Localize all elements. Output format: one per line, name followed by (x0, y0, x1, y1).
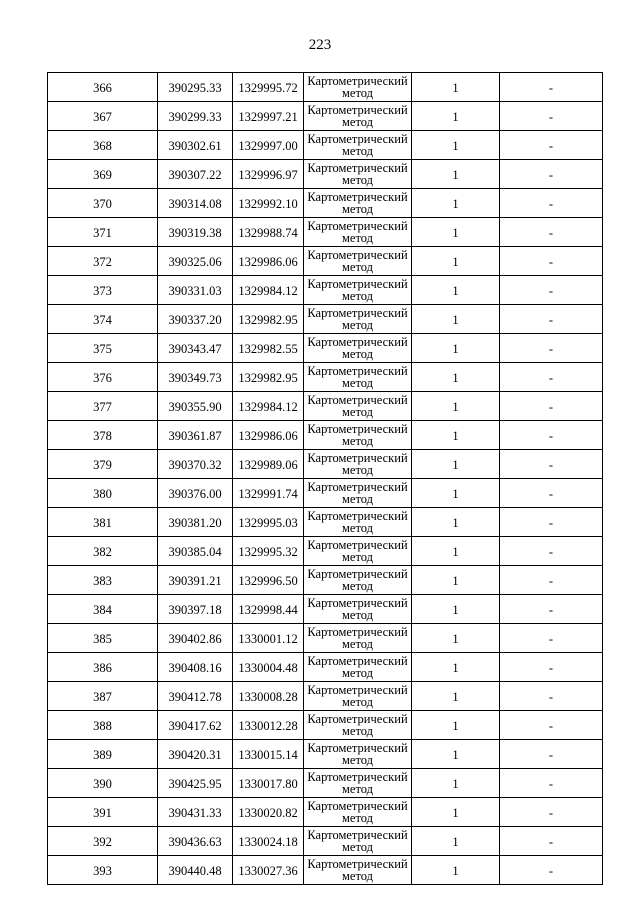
point-number-cell: 368 (48, 131, 158, 160)
x-coordinate-cell: 390397.18 (158, 595, 233, 624)
method-cell (304, 276, 412, 305)
method-cell (304, 450, 412, 479)
table-row (48, 450, 603, 479)
note-cell: - (500, 856, 603, 885)
method-line-1: Картометрический (307, 712, 408, 726)
note-cell: - (500, 508, 603, 537)
note-cell: - (500, 566, 603, 595)
note-cell: - (500, 711, 603, 740)
table-row (48, 682, 603, 711)
note-cell: - (500, 595, 603, 624)
x-coordinate-cell: 390391.21 (158, 566, 233, 595)
point-number-cell: 388 (48, 711, 158, 740)
accuracy-cell: 1 (412, 798, 500, 827)
method-text (304, 248, 411, 274)
table-row (48, 856, 603, 885)
table-row (48, 798, 603, 827)
y-coordinate-cell: 1330008.28 (233, 682, 304, 711)
accuracy-cell: 1 (412, 537, 500, 566)
method-text (304, 277, 411, 303)
point-number-cell: 387 (48, 682, 158, 711)
x-coordinate-cell: 390299.33 (158, 102, 233, 131)
method-line-1: Картометрический (307, 654, 408, 668)
point-number-cell: 367 (48, 102, 158, 131)
accuracy-cell: 1 (412, 740, 500, 769)
method-text (304, 364, 411, 390)
method-line-2: метод (341, 666, 373, 680)
method-line-1: Картометрический (307, 567, 408, 581)
note-cell: - (500, 334, 603, 363)
accuracy-cell: 1 (412, 508, 500, 537)
method-text (304, 741, 411, 767)
method-line-2: метод (341, 724, 373, 738)
accuracy-cell: 1 (412, 769, 500, 798)
table-row (48, 537, 603, 566)
point-number-cell: 374 (48, 305, 158, 334)
method-line-1: Картометрический (307, 161, 408, 175)
y-coordinate-cell: 1329992.10 (233, 189, 304, 218)
note-cell: - (500, 479, 603, 508)
x-coordinate-cell: 390343.47 (158, 334, 233, 363)
method-text (304, 219, 411, 245)
method-line-2: метод (341, 840, 373, 854)
method-line-2: метод (341, 492, 373, 506)
note-cell: - (500, 218, 603, 247)
method-line-2: метод (341, 869, 373, 883)
method-line-1: Картометрический (307, 538, 408, 552)
accuracy-cell: 1 (412, 160, 500, 189)
y-coordinate-cell: 1330004.48 (233, 653, 304, 682)
y-coordinate-cell: 1330027.36 (233, 856, 304, 885)
method-line-1: Картометрический (307, 103, 408, 117)
method-line-2: метод (341, 318, 373, 332)
table-row (48, 595, 603, 624)
method-line-1: Картометрический (307, 132, 408, 146)
table-row (48, 508, 603, 537)
accuracy-cell: 1 (412, 653, 500, 682)
method-text (304, 306, 411, 332)
table-row (48, 102, 603, 131)
note-cell: - (500, 769, 603, 798)
method-line-1: Картометрический (307, 393, 408, 407)
table-row (48, 189, 603, 218)
method-line-1: Картометрический (307, 770, 408, 784)
accuracy-cell: 1 (412, 189, 500, 218)
method-cell (304, 827, 412, 856)
accuracy-cell: 1 (412, 856, 500, 885)
table-row (48, 653, 603, 682)
method-line-2: метод (341, 434, 373, 448)
method-line-1: Картометрический (307, 799, 408, 813)
table-row (48, 392, 603, 421)
y-coordinate-cell: 1329982.55 (233, 334, 304, 363)
x-coordinate-cell: 390412.78 (158, 682, 233, 711)
method-cell (304, 682, 412, 711)
method-cell (304, 131, 412, 160)
method-cell (304, 479, 412, 508)
y-coordinate-cell: 1330020.82 (233, 798, 304, 827)
x-coordinate-cell: 390319.38 (158, 218, 233, 247)
method-line-2: метод (341, 782, 373, 796)
accuracy-cell: 1 (412, 305, 500, 334)
note-cell: - (500, 131, 603, 160)
method-line-2: метод (341, 695, 373, 709)
x-coordinate-cell: 390420.31 (158, 740, 233, 769)
method-cell (304, 305, 412, 334)
method-line-1: Картометрический (307, 74, 408, 88)
method-text (304, 335, 411, 361)
method-line-1: Картометрический (307, 509, 408, 523)
table-row (48, 740, 603, 769)
point-number-cell: 378 (48, 421, 158, 450)
method-line-2: метод (341, 289, 373, 303)
accuracy-cell: 1 (412, 218, 500, 247)
method-line-2: метод (341, 231, 373, 245)
method-text (304, 451, 411, 477)
accuracy-cell: 1 (412, 711, 500, 740)
x-coordinate-cell: 390436.63 (158, 827, 233, 856)
x-coordinate-cell: 390337.20 (158, 305, 233, 334)
method-line-1: Картометрический (307, 422, 408, 436)
method-text (304, 799, 411, 825)
point-number-cell: 386 (48, 653, 158, 682)
point-number-cell: 373 (48, 276, 158, 305)
y-coordinate-cell: 1329996.50 (233, 566, 304, 595)
coordinates-table (47, 72, 603, 885)
x-coordinate-cell: 390355.90 (158, 392, 233, 421)
method-line-1: Картометрический (307, 364, 408, 378)
x-coordinate-cell: 390331.03 (158, 276, 233, 305)
table-row (48, 624, 603, 653)
method-line-1: Картометрический (307, 683, 408, 697)
accuracy-cell: 1 (412, 73, 500, 102)
x-coordinate-cell: 390431.33 (158, 798, 233, 827)
method-line-1: Картометрический (307, 451, 408, 465)
y-coordinate-cell: 1330024.18 (233, 827, 304, 856)
method-line-2: метод (341, 637, 373, 651)
accuracy-cell: 1 (412, 827, 500, 856)
method-cell (304, 595, 412, 624)
x-coordinate-cell: 390440.48 (158, 856, 233, 885)
method-line-2: метод (341, 608, 373, 622)
table-row (48, 363, 603, 392)
point-number-cell: 384 (48, 595, 158, 624)
x-coordinate-cell: 390417.62 (158, 711, 233, 740)
point-number-cell: 383 (48, 566, 158, 595)
method-text (304, 712, 411, 738)
accuracy-cell: 1 (412, 479, 500, 508)
y-coordinate-cell: 1329986.06 (233, 247, 304, 276)
note-cell: - (500, 392, 603, 421)
method-cell (304, 73, 412, 102)
x-coordinate-cell: 390302.61 (158, 131, 233, 160)
accuracy-cell: 1 (412, 595, 500, 624)
table-row (48, 160, 603, 189)
method-cell (304, 247, 412, 276)
method-text (304, 654, 411, 680)
note-cell: - (500, 653, 603, 682)
method-text (304, 857, 411, 883)
method-cell (304, 218, 412, 247)
y-coordinate-cell: 1329984.12 (233, 392, 304, 421)
method-text (304, 538, 411, 564)
method-cell (304, 421, 412, 450)
accuracy-cell: 1 (412, 247, 500, 276)
method-line-1: Картометрический (307, 219, 408, 233)
method-line-2: метод (341, 753, 373, 767)
y-coordinate-cell: 1330017.80 (233, 769, 304, 798)
y-coordinate-cell: 1329995.72 (233, 73, 304, 102)
method-text (304, 770, 411, 796)
y-coordinate-cell: 1330012.28 (233, 711, 304, 740)
method-text (304, 190, 411, 216)
note-cell: - (500, 624, 603, 653)
accuracy-cell: 1 (412, 450, 500, 479)
note-cell: - (500, 450, 603, 479)
x-coordinate-cell: 390425.95 (158, 769, 233, 798)
method-text (304, 161, 411, 187)
note-cell: - (500, 421, 603, 450)
point-number-cell: 391 (48, 798, 158, 827)
note-cell: - (500, 798, 603, 827)
table-row (48, 769, 603, 798)
method-cell (304, 624, 412, 653)
method-cell (304, 711, 412, 740)
method-cell (304, 160, 412, 189)
method-cell (304, 769, 412, 798)
method-text (304, 393, 411, 419)
x-coordinate-cell: 390408.16 (158, 653, 233, 682)
point-number-cell: 385 (48, 624, 158, 653)
method-text (304, 596, 411, 622)
method-line-1: Картометрический (307, 190, 408, 204)
note-cell: - (500, 363, 603, 392)
table-row (48, 827, 603, 856)
x-coordinate-cell: 390349.73 (158, 363, 233, 392)
x-coordinate-cell: 390376.00 (158, 479, 233, 508)
method-cell (304, 566, 412, 595)
method-cell (304, 537, 412, 566)
method-text (304, 74, 411, 100)
method-line-1: Картометрический (307, 596, 408, 610)
point-number-cell: 392 (48, 827, 158, 856)
accuracy-cell: 1 (412, 131, 500, 160)
method-cell (304, 740, 412, 769)
method-cell (304, 653, 412, 682)
point-number-cell: 379 (48, 450, 158, 479)
method-text (304, 422, 411, 448)
y-coordinate-cell: 1329996.97 (233, 160, 304, 189)
method-cell (304, 798, 412, 827)
x-coordinate-cell: 390381.20 (158, 508, 233, 537)
method-line-2: метод (341, 144, 373, 158)
note-cell: - (500, 189, 603, 218)
table-row (48, 131, 603, 160)
y-coordinate-cell: 1329998.44 (233, 595, 304, 624)
x-coordinate-cell: 390295.33 (158, 73, 233, 102)
y-coordinate-cell: 1329982.95 (233, 305, 304, 334)
point-number-cell: 382 (48, 537, 158, 566)
note-cell: - (500, 537, 603, 566)
method-line-2: метод (341, 811, 373, 825)
x-coordinate-cell: 390361.87 (158, 421, 233, 450)
y-coordinate-cell: 1329991.74 (233, 479, 304, 508)
method-text (304, 828, 411, 854)
note-cell: - (500, 740, 603, 769)
table-body (48, 73, 603, 885)
method-line-2: метод (341, 463, 373, 477)
accuracy-cell: 1 (412, 566, 500, 595)
point-number-cell: 390 (48, 769, 158, 798)
x-coordinate-cell: 390325.06 (158, 247, 233, 276)
y-coordinate-cell: 1330015.14 (233, 740, 304, 769)
method-text (304, 625, 411, 651)
method-line-1: Картометрический (307, 248, 408, 262)
point-number-cell: 376 (48, 363, 158, 392)
x-coordinate-cell: 390370.32 (158, 450, 233, 479)
table-row (48, 334, 603, 363)
y-coordinate-cell: 1329995.03 (233, 508, 304, 537)
point-number-cell: 366 (48, 73, 158, 102)
note-cell: - (500, 682, 603, 711)
method-line-1: Картометрический (307, 335, 408, 349)
method-line-1: Картометрический (307, 857, 408, 871)
x-coordinate-cell: 390402.86 (158, 624, 233, 653)
method-line-2: метод (341, 405, 373, 419)
method-text (304, 480, 411, 506)
y-coordinate-cell: 1329988.74 (233, 218, 304, 247)
method-text (304, 509, 411, 535)
point-number-cell: 369 (48, 160, 158, 189)
table-row (48, 218, 603, 247)
point-number-cell: 393 (48, 856, 158, 885)
method-cell (304, 392, 412, 421)
method-line-1: Картометрический (307, 277, 408, 291)
accuracy-cell: 1 (412, 682, 500, 711)
point-number-cell: 372 (48, 247, 158, 276)
table-row (48, 566, 603, 595)
y-coordinate-cell: 1329995.32 (233, 537, 304, 566)
method-line-2: метод (341, 115, 373, 129)
accuracy-cell: 1 (412, 334, 500, 363)
note-cell: - (500, 827, 603, 856)
page-number: 223 (308, 37, 332, 53)
note-cell: - (500, 276, 603, 305)
accuracy-cell: 1 (412, 421, 500, 450)
method-cell (304, 508, 412, 537)
point-number-cell: 381 (48, 508, 158, 537)
method-line-1: Картометрический (307, 625, 408, 639)
point-number-cell: 375 (48, 334, 158, 363)
method-line-2: метод (341, 579, 373, 593)
point-number-cell: 371 (48, 218, 158, 247)
method-line-1: Картометрический (307, 828, 408, 842)
accuracy-cell: 1 (412, 392, 500, 421)
method-line-1: Картометрический (307, 480, 408, 494)
y-coordinate-cell: 1329997.21 (233, 102, 304, 131)
method-cell (304, 363, 412, 392)
y-coordinate-cell: 1329989.06 (233, 450, 304, 479)
method-cell (304, 856, 412, 885)
method-line-2: метод (341, 550, 373, 564)
point-number-cell: 370 (48, 189, 158, 218)
table-row (48, 73, 603, 102)
method-text (304, 132, 411, 158)
x-coordinate-cell: 390307.22 (158, 160, 233, 189)
y-coordinate-cell: 1329982.95 (233, 363, 304, 392)
table-row (48, 305, 603, 334)
accuracy-cell: 1 (412, 102, 500, 131)
method-line-2: метод (341, 376, 373, 390)
method-line-2: метод (341, 86, 373, 100)
note-cell: - (500, 160, 603, 189)
note-cell: - (500, 305, 603, 334)
x-coordinate-cell: 390385.04 (158, 537, 233, 566)
method-line-2: метод (341, 521, 373, 535)
method-line-2: метод (341, 260, 373, 274)
table-row (48, 276, 603, 305)
method-text (304, 683, 411, 709)
table-row (48, 421, 603, 450)
method-line-2: метод (341, 347, 373, 361)
y-coordinate-cell: 1329984.12 (233, 276, 304, 305)
method-line-1: Картометрический (307, 741, 408, 755)
point-number-cell: 377 (48, 392, 158, 421)
method-text (304, 567, 411, 593)
y-coordinate-cell: 1330001.12 (233, 624, 304, 653)
accuracy-cell: 1 (412, 276, 500, 305)
note-cell: - (500, 102, 603, 131)
accuracy-cell: 1 (412, 624, 500, 653)
note-cell: - (500, 247, 603, 276)
method-text (304, 103, 411, 129)
table-row (48, 479, 603, 508)
point-number-cell: 380 (48, 479, 158, 508)
method-line-1: Картометрический (307, 306, 408, 320)
table-row (48, 711, 603, 740)
table-row (48, 247, 603, 276)
y-coordinate-cell: 1329997.00 (233, 131, 304, 160)
method-cell (304, 189, 412, 218)
point-number-cell: 389 (48, 740, 158, 769)
x-coordinate-cell: 390314.08 (158, 189, 233, 218)
accuracy-cell: 1 (412, 363, 500, 392)
note-cell: - (500, 73, 603, 102)
y-coordinate-cell: 1329986.06 (233, 421, 304, 450)
method-line-2: метод (341, 173, 373, 187)
method-line-2: метод (341, 202, 373, 216)
method-cell (304, 102, 412, 131)
method-cell (304, 334, 412, 363)
